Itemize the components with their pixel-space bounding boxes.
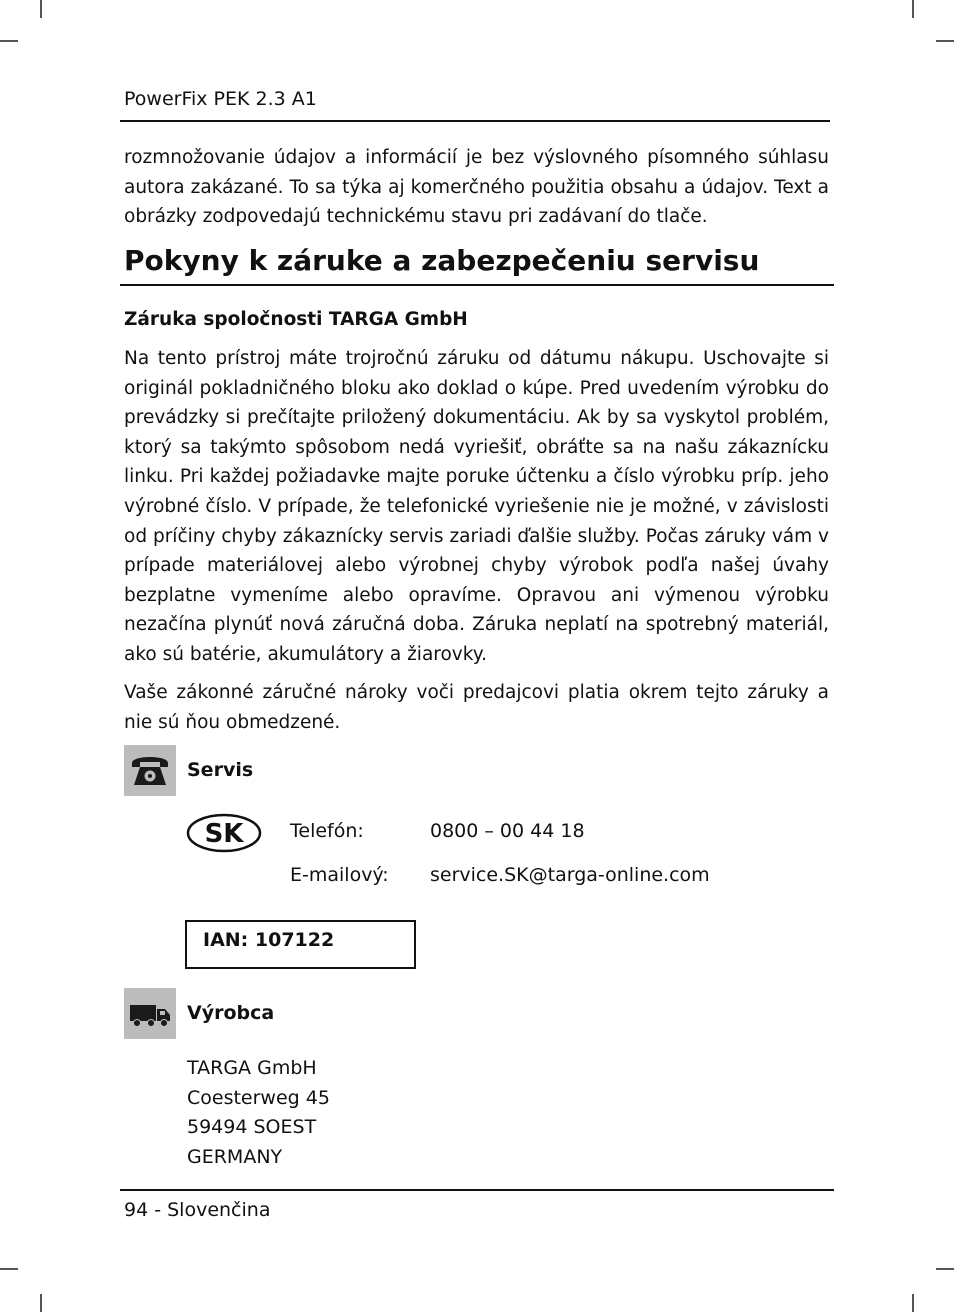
- crop-mark: [912, 0, 914, 18]
- section-title: Pokyny k záruke a zabezpečeniu servisu: [124, 244, 760, 277]
- telephone-icon: [124, 745, 176, 796]
- header-rule: [120, 120, 830, 122]
- manufacturer-title: Výrobca: [187, 1002, 275, 1024]
- warranty-paragraph: Na tento prístroj máte trojročnú záruku od dátumu nákupu. Uschovajte si originál pokladničného bloku ako doklad o kúpe. Pred uvedením výrobku do prevádzky si prečítajte priložený dokumentáciu. Ak by sa vyskytol problém, ktorý sa takýmto spôsobom nedá vyriešiť, obráťte sa na našu zákaznícku linku. Pri každej požiadavke majte poruke účtenku a číslo výrobku príp. jeho výrobné číslo. V prípade, že telefonické vyriešenie nie je možné, v závislosti od príčiny chyby zákaznícky servis zariadi ďalšie služby. Počas záruky vám v prípade materiálovej alebo výrobnej chyby výrobok podľa našej úvahy bezplatne vymeníme alebo opravíme. Opravou ani výmenou výrobku nezačína plynúť nová záručná doba. Záruka neplatí na spotrebný materiál, ako sú batérie, akumulátory a žiarovky.: [124, 348, 829, 665]
- email-value: service.SK@targa-online.com: [430, 864, 710, 886]
- address-line: 59494 SOEST: [187, 1116, 317, 1138]
- crop-mark: [0, 1268, 18, 1270]
- truck-icon: [124, 988, 176, 1039]
- legal-rights-paragraph: Vaše zákonné záručné nároky voči predajcovi platia okrem tejto záruky a nie sú ňou obmedzené.: [124, 682, 829, 733]
- phone-label: Telefón:: [290, 820, 364, 842]
- page-footer: 94 - Slovenčina: [124, 1199, 271, 1221]
- crop-mark: [936, 1268, 954, 1270]
- sk-country-logo: [186, 813, 262, 853]
- email-label: E-mailový:: [290, 864, 389, 886]
- section-subtitle: Záruka spoločnosti TARGA GmbH: [124, 309, 468, 330]
- country-badge-text: SK: [204, 819, 244, 849]
- phone-value: 0800 – 00 44 18: [430, 820, 585, 842]
- crop-mark: [936, 40, 954, 42]
- address-line: GERMANY: [187, 1145, 283, 1168]
- ian-text: IAN: 107122: [203, 929, 335, 951]
- service-title: Servis: [187, 759, 254, 781]
- address-line: TARGA GmbH: [187, 1057, 317, 1079]
- crop-mark: [0, 40, 18, 42]
- crop-mark: [912, 1294, 914, 1312]
- crop-mark: [40, 0, 42, 18]
- intro-paragraph: rozmnožovanie údajov a informácií je bez výslovného písomného súhlasu autora zakázané. To sa týka aj komerčného použitia obsahu a údajov. Text a obrázky zodpovedajú technickému stavu pri zadávaní do tlače.: [124, 147, 829, 228]
- page-header-title: PowerFix PEK 2.3 A1: [124, 88, 317, 110]
- manufacturer-address: [187, 1054, 330, 1172]
- address-line: Coesterweg 45: [187, 1086, 330, 1109]
- section-rule: [120, 284, 834, 286]
- crop-mark: [40, 1294, 42, 1312]
- ian-box: [185, 920, 416, 969]
- footer-rule: [120, 1189, 834, 1191]
